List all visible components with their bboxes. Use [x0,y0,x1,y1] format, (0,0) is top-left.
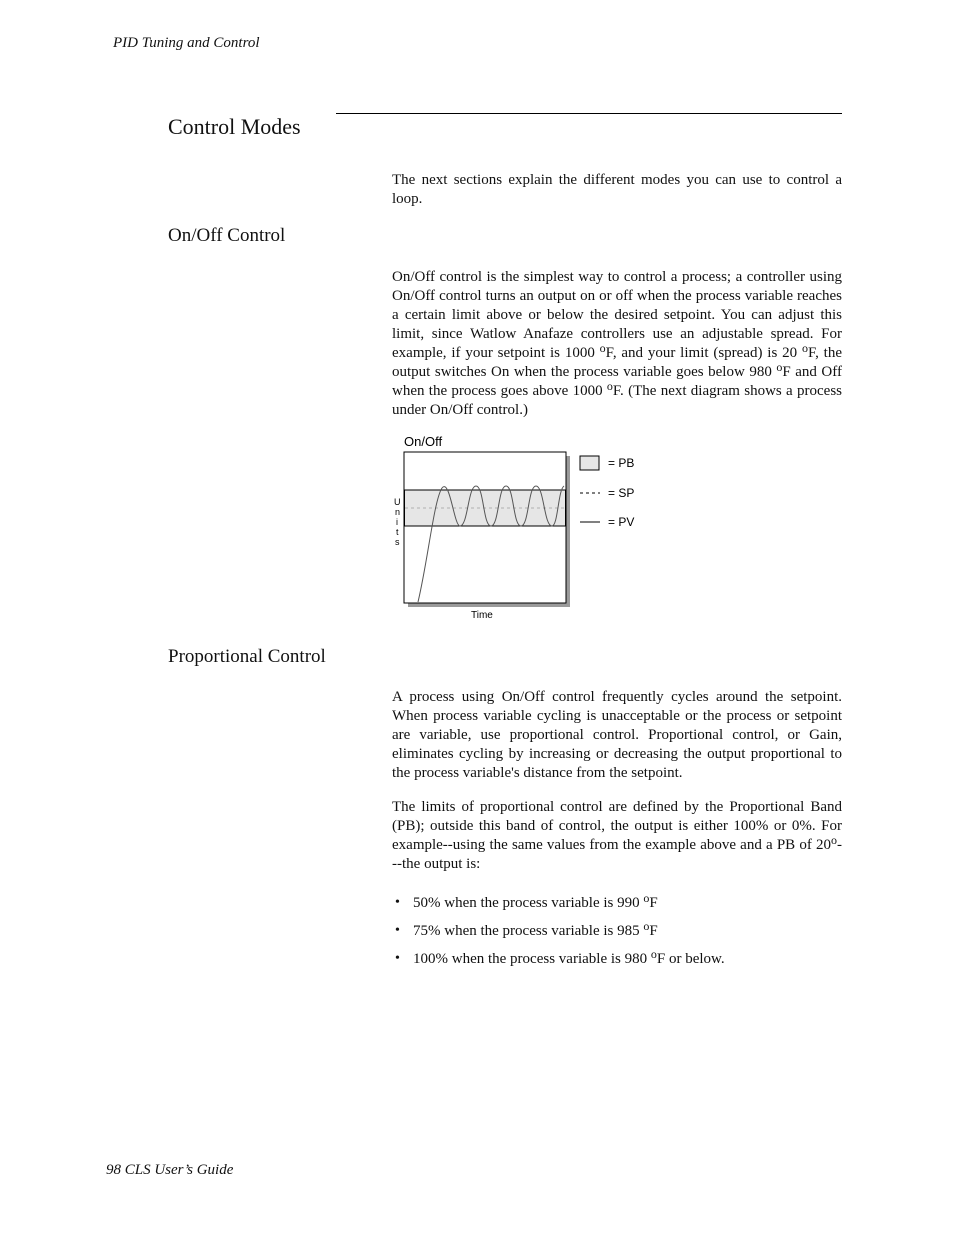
section-rule [336,113,842,114]
degree-symbol: o [599,341,606,355]
degree-symbol: o [650,947,657,961]
list-item-unit: F or below. [656,951,725,967]
onoff-text-4: F and Off when the process goes above 1000 [392,364,842,399]
y-axis-label-char: U [394,497,401,507]
list-item-text: 50% when the process variable is 990 [413,895,644,911]
onoff-heading: On/Off Control [168,225,286,246]
degree-symbol: o [643,891,650,905]
onoff-diagram [390,430,650,625]
proportional-text-a: The limits of proportional control are defined by the Proportional Band (PB); outside this band of control, the output is either 100% or 0%. For example--using the same values from the example above and a PB of 20 [392,799,842,853]
list-item [392,893,842,921]
onoff-text-3: F, the output switches On when the process variable goes below 980 [392,345,843,380]
degree-symbol: o [801,341,808,355]
list-item-unit: F [649,895,658,911]
y-axis-label-char: s [395,537,400,547]
list-item-unit: F [649,923,658,939]
list-item [392,949,842,977]
bullet-marker: • [395,895,400,910]
proportional-paragraph-2 [392,798,842,874]
plot-frame [404,452,566,603]
output-list [392,893,842,977]
list-item-text: 100% when the process variable is 980 [413,951,651,967]
bullet-marker: • [395,923,400,938]
proportional-heading: Proportional Control [168,646,326,667]
proportional-text-b: ---the output is: [392,837,842,872]
running-footer: 98 CLS User’s Guide [106,1162,234,1178]
onoff-text-2: F, and your limit (spread) is 20 [605,345,802,361]
list-item-text: 75% when the process variable is 985 [413,923,644,939]
intro-paragraph: The next sections explain the different modes you can use to control a loop. [392,172,842,207]
degree-symbol: o [606,379,613,393]
degree-symbol: o [831,833,837,847]
onoff-text-1: On/Off control is the simplest way to control a process; a controller using On/Off control turns an output on or off when the process variable reaches a certain limit above or below the desired setpoint. You can adjust this limit, since Watlow Anafaze controllers use an adjustable spread. For example, if your setpoint is 1000 [392,269,842,361]
onoff-diagram-svg [390,430,650,625]
running-header: PID Tuning and Control [113,35,260,51]
y-axis-label-char: i [396,517,398,527]
bullet-marker: • [395,951,400,966]
section-title: Control Modes [168,114,301,139]
diagram-title: On/Off [404,434,443,449]
legend-pb-label: = PB [608,456,635,470]
y-axis-label-char: n [395,507,401,517]
legend-pv-label: = PV [608,515,635,529]
legend-sp-label: = SP [608,486,635,500]
degree-symbol: o [643,919,650,933]
degree-symbol: o [776,360,783,374]
proportional-paragraph-1: A process using On/Off control frequently cycles around the setpoint. When process variable cycling is unacceptable or the process or setpoint are variable, use proportional control. Proportional control, or Gain, eliminates cycling by increasing or decreasing the output proportional to the process variable's distance from the setpoint. [392,689,842,781]
onoff-text-5: F. (The next diagram shows a process under On/Off control.) [392,383,842,418]
y-axis-label-char: t [396,527,399,537]
list-item [392,921,842,949]
x-axis-label: Time [471,610,493,621]
y-axis-label [394,497,401,547]
onoff-paragraph [392,268,842,420]
legend-pb-swatch [580,456,599,470]
